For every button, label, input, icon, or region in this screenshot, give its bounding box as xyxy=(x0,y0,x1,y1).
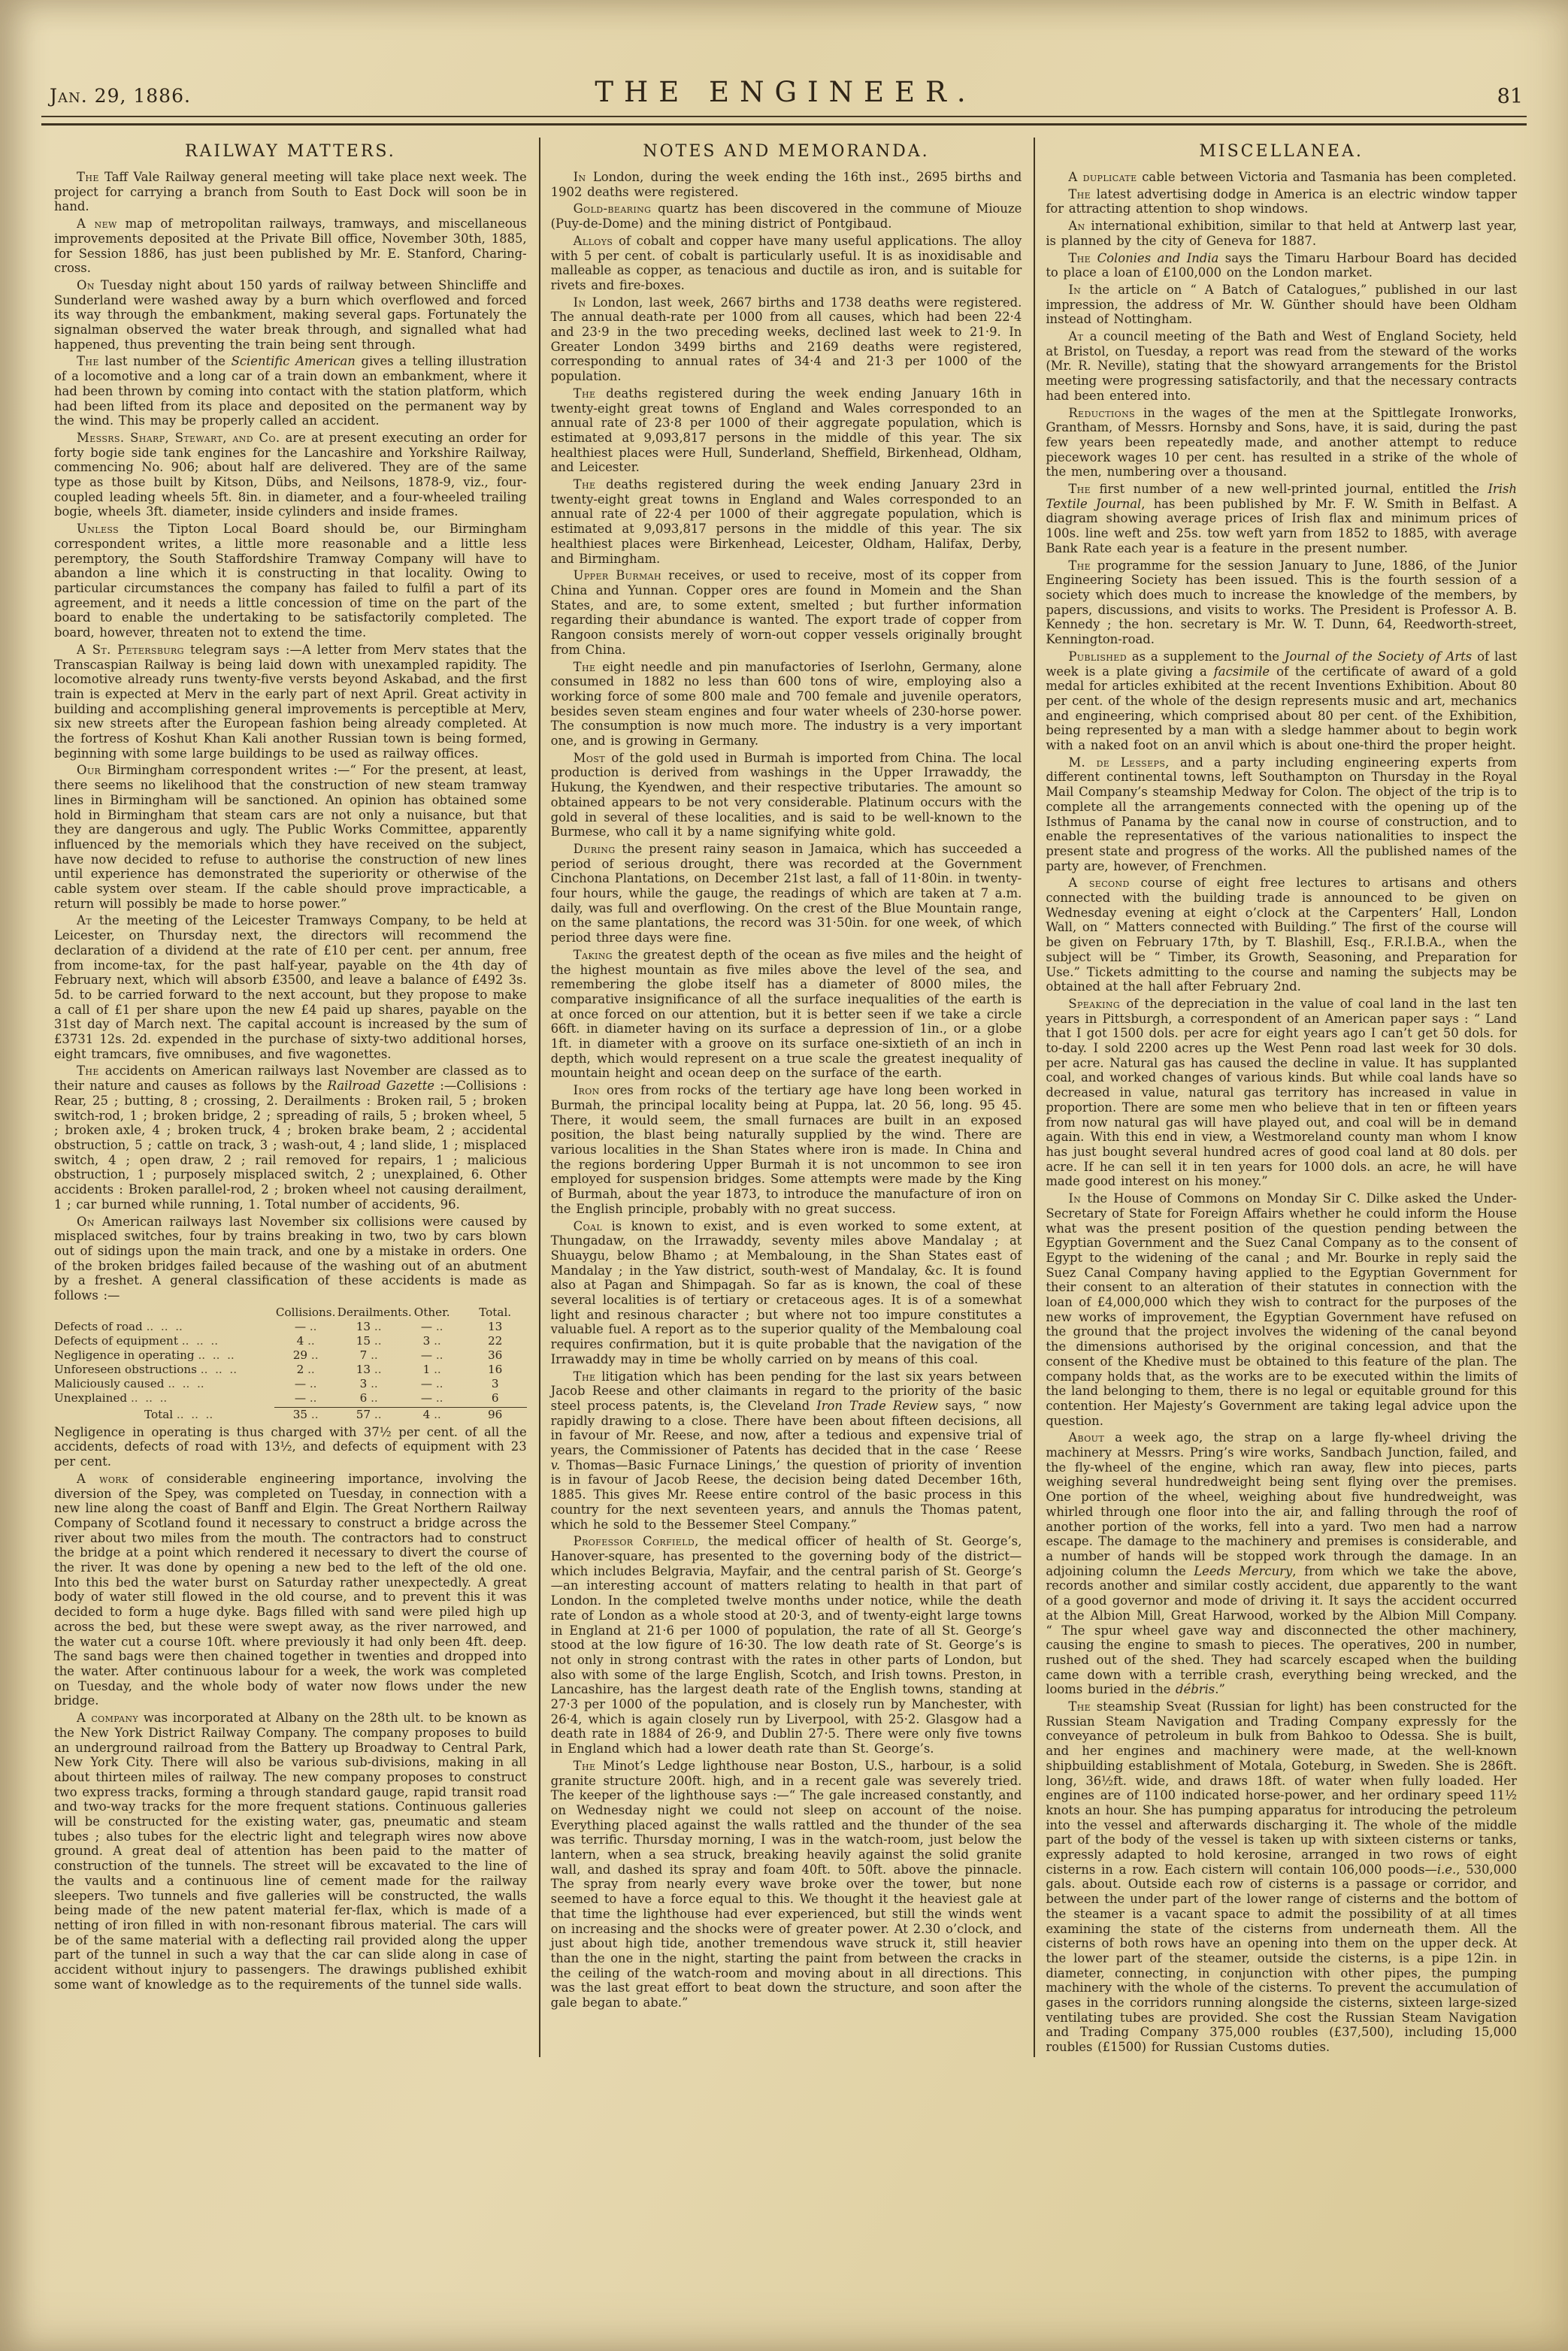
masthead-title: THE ENGINEER. xyxy=(595,76,976,108)
paragraph: At a council meeting of the Bath and West of England Society, held at Bristol, on Tuesday, a report was read from the steward of the works (Mr. R. Neville), stating that the showyard arrangements for the Bristol meeting were progressing satisfactorily, and that the necessary contracts had been entered into. xyxy=(1046,329,1517,403)
table-cell: 2 .. xyxy=(274,1363,338,1377)
table-cell: 4 .. xyxy=(401,1407,464,1422)
table-cell: 6 .. xyxy=(338,1391,401,1405)
paragraph: In the House of Commons on Monday Sir C. Dilke asked the Under-Secretary of State for Foreign Affairs whether he could inform the House what was the present position of the question pending between the Egyptian Government and the Suez Canal Company as to the consent of Egypt to the widening of the canal ; and Mr. Bourke in reply said the Suez Canal Company having applied to the Egyptian Government for their consent to an alteration of their statutes in connection with the loan of £4,000,000 which they wish to contract for the purposes of the new works of improvement, the Egyptian Government have refused on the ground that the project involves the widening of the canal beyond the dimensions authorised by the original concession, and that the consent of the Khedive must be obtained to this feature of the plan. The company holds that, as the works are to be executed within the limits of the land belonging to them, there is no legal or equitable ground for this contention. Her Majesty’s Government are taking legal advice upon the question. xyxy=(1046,1191,1517,1428)
paragraph-lead: In xyxy=(573,170,586,184)
table-cell: — .. xyxy=(401,1348,464,1363)
paragraph: A St. Petersburg telegram says :—A letter from Merv states that the Transcaspian Railway is being laid down with unexampled rapidity. The locomotive already runs twenty-five versts beyond Askabad, and the first train is expected at Merv in the early part of next April. Great activity in building and accomplishing general improvements is perceptible at Merv, six new streets after the European fashion being already completed. At the fortress of Koshut Khan Kali another Russian town is being formed, beginning with some large buildings to be used as railway offices. xyxy=(54,642,527,761)
paragraph-lead: An xyxy=(1068,219,1085,234)
paragraph-lead: Gold-bearing xyxy=(573,201,652,216)
columns-container xyxy=(44,138,1529,2057)
table-cell: Other. xyxy=(413,1305,450,1319)
paragraph-lead: In xyxy=(1068,1191,1082,1206)
paragraph-lead: The xyxy=(573,477,596,492)
paragraph: The Colonies and India says the Timaru Harbour Board has decided to place a loan of £100,000 on the London market. xyxy=(1046,250,1517,280)
paragraph: Our Birmingham correspondent writes :—“ For the present, at least, there seems no likelihood that the construction of new steam tramway lines in Birmingham will be sanctioned. An opinion has obtained some hold in Birmingham that steam cars are not only a nuisance, but that they are dangerous and ugly. The Public Works Committee, apparently influenced by the memorials which they have received on the subject, have now decided to refuse to authorise the construction of new lines until experience has demonstrated the superiority or otherwise of the cable system over steam. If the cable should prove impracticable, a return will possibly be made to horse power.” xyxy=(54,763,527,911)
paragraph: Reductions in the wages of the men at the Spittlegate Ironworks, Grantham, of Messrs. Hornsby and Sons, have, it is said, during the past few years been repeatedly made, and another attempt to reduce piecework wages 10 per cent. has resulted in a strike of the whole of the men, numbering over a thousand. xyxy=(1046,405,1517,480)
table-cell: Derailments. xyxy=(337,1305,412,1319)
masthead xyxy=(47,69,1524,108)
paragraph-lead: Reductions xyxy=(1068,405,1136,420)
paragraph-lead: The xyxy=(1068,558,1091,573)
paragraph: M. de Lesseps, and a party including engineering experts from different continental towns, left Southampton on Thursday in the Royal Mail Company’s steamship Medway for Colon. The object of the trip is to complete all the arrangements connected with the opening up of the Isthmus of Panama by the canal now in course of construction, and to enable the representatives of the various nationalities to inspect the present state and progress of the works. All the published names of the party are, however, of Frenchmen. xyxy=(1046,755,1517,873)
paragraph: Speaking of the depreciation in the value of coal land in the last ten years in Pittsburgh, a correspondent of an American paper says : “ Land that I got 1500 dols. per acre for eight years ago I can’t get 50 dols. for to-day. I sold 2200 acres up the West Penn road last week for 30 dols. per acre. Natural gas has caused the decline in value. It has supplanted coal, and worked changes of various kinds. But while coal lands have so decreased in value, natural gas territory has increased in value in proportion. There are some men who believe that in ten or fifteen years from now natural gas will have played out, and coal will be in demand again. With this end in view, a Westmoreland county man whom I know has just bought several hundred acres of good coal land at 80 dols. per acre. If he can sell it in ten years for 1000 dols. an acre, he will have made good interest on his money.” xyxy=(1046,996,1517,1189)
paragraph: Taking the greatest depth of the ocean as five miles and the height of the highest mountain as five miles above the level of the sea, and remembering the globe itself has a diameter of 8000 miles, the comparative insignificance of all the surface inequalities of the earth is at once forced on our attention, but it is better seen if we take a circle 66ft. in diameter having on its surface a depression of 1in., or a globe 1ft. in diameter with a groove on its surface one-sixtieth of an inch in depth, which would represent on a true scale the greatest inequality of mountain height and ocean deep on the surface of the earth. xyxy=(550,947,1022,1081)
table-row xyxy=(54,1377,527,1391)
paragraph-lead: The xyxy=(573,659,596,674)
paragraph-lead: The xyxy=(77,354,99,369)
paragraph: During the present rainy season in Jamaica, which has succeeded a period of serious drought, there was recorded at the Government Cinchona Plantations, on December 21st last, a fall of 11·80in. in twenty-four hours, while the gauge, the readings of which are taken at 7 a.m. daily, was full and overflowing. On the crest of the Blue Mountain range, on the same plantations, the record was 31·50in. for one week, of which period three days were fine. xyxy=(550,841,1022,946)
section-heading: RAILWAY MATTERS. xyxy=(184,142,396,161)
table-cell: — .. xyxy=(401,1320,464,1334)
column-miscellanea xyxy=(1034,138,1529,2057)
table-cell: — .. xyxy=(274,1320,338,1334)
column-body xyxy=(1046,170,1517,2055)
paragraph-lead: The xyxy=(77,1064,99,1079)
table-cell: Total. xyxy=(479,1305,512,1319)
paragraph: The deaths registered during the week ending January 16th in twenty-eight great towns of England and Wales corresponded to an annual rate of 23·8 per 1000 of their aggregate population, which is estimated at 9,093,817 persons in the middle of this year. The six healthiest places were Hull, Sunderland, Sheffield, Birkenhead, Oldham, and Leicester. xyxy=(550,386,1022,475)
paragraph: The first number of a new well-printed journal, entitled the Irish Textile Journal, has been published by Mr. F. W. Smith in Belfast. A diagram showing average prices of Irish flax and minimum prices of 100s. line weft and 25s. tow weft yarn from 1852 to 1885, with average Bank Rate each year is a feature in the present number. xyxy=(1046,482,1517,555)
table-row-label: Negligence in operating .. . xyxy=(54,1348,274,1363)
table-cell: 3 .. xyxy=(338,1377,401,1391)
paragraph: A company was incorporated at Albany on the 28th ult. to be known as the New York District Railway Company. The company proposes to build an underground railroad from the Battery up Broadway to Central Park, New York City. There will also be various sub-divisions, making in all about thirteen miles of railway. The new company proposes to construct two express tracks, forming a through standard gauge, rapid transit road and two-way tracks for the more frequent stations. Continuous galleries will be constructed for the existing water, gas, pneumatic and steam tubes ; also tubes for the electric light and telegraph wires now above ground. A great deal of attention has been paid to the matter of construction of the tunnels. The street will be excavated to the line of the vaults and a continuous line of cement made for the railway sleepers. Two tunnels and five galleries will be constructed, the walls being made of the new patent material fer-flax, which is made of a netting of iron filled in with non-resonant fibrous material. The cars will be of the same material with a deflecting rail provided along the upper part of the tunnel in such a way that the car can slide along in case of accident without injury to passengers. The drawings published exhibit some want of knowledge as to the requirements of the tunnel side walls. xyxy=(54,1711,527,1992)
paragraph: In the article on “ A Batch of Catalogues,” published in our last impression, the address of Mr. W. Günther should have been Oldham instead of Nottingham. xyxy=(1046,282,1517,327)
table-cell: 96 xyxy=(464,1407,527,1422)
paragraph: At the meeting of the Leicester Tramways Company, to be held at Leicester, on Thursday next, the directors will recommend the declaration of a dividend at the rate of £10 per cent. per annum, free from income-tax, for the past half-year, payable on the 4th day of February next, which will absorb £3500, and leave a balance of £492 3s. 5d. to be carried forward to the next account, but they propose to make a call of £1 per share upon the new £4 paid up shares, payable on the 31st day of March next. The capital account is increased by the sum of £3731 12s. 2d. expended in the purchase of sixty-two additional horses, eight tramcars, five omnibuses, and five wagonettes. xyxy=(54,913,527,1061)
table-cell: 57 .. xyxy=(338,1407,401,1422)
paragraph-lead: On xyxy=(77,277,95,292)
paragraph-lead: Speaking xyxy=(1068,996,1121,1011)
paragraph-lead: Coal xyxy=(573,1218,603,1233)
table-cell: 13 .. xyxy=(338,1363,401,1377)
table-row xyxy=(54,1363,527,1377)
paragraph-lead: The xyxy=(1068,482,1091,497)
column-body xyxy=(54,170,527,1992)
table-row-label: Unexplained .. . xyxy=(54,1391,274,1405)
paragraph: The deaths registered during the week ending January 23rd in twenty-eight great towns in England and Wales corresponded to an annual rate of 22·4 per 1000 of their aggregate population, which is estimated at 9,093,817 persons in the middle of this year. The six healthiest places were Birkenhead, Leicester, Oldham, Halifax, Derby, and Birmingham. xyxy=(550,477,1022,566)
paragraph-lead: Alloys xyxy=(573,233,613,248)
table-cell: Collisions. xyxy=(275,1305,336,1319)
paragraph: On Tuesday night about 150 yards of railway between Shincliffe and Sunderland were washed away by a burn which overflowed and forced its way through the embankment, making several gaps. Fortunately the signalman observed the water break through, and signalled what had happened, thus preventing the train being sent through. xyxy=(54,277,527,352)
table-cell: 36 xyxy=(487,1348,503,1362)
paragraph-lead: At xyxy=(1068,329,1084,344)
paragraph: The litigation which has been pending for the last six years between Jacob Reese and other claimants in regard to the priority of the basic steel process patents, is, the Cleveland Iron Trade Review says, “ now rapidly drawing to a close. There have been about fifteen decisions, all in favour of Mr. Reese, and now, after a tedious and expensive trial of years, the Commissioner of Patents has decided that in the case ‘ Reese v. Thomas—Basic Furnace Linings,’ the question of priority of invention is in favour of Jacob Reese, the decision being dated December 16th, 1885. This gives Mr. Reese entire control of the basic process in this country for the next seventeen years, and annuls the Thomas patent, which he sold to the Bessemer Steel Company.” xyxy=(550,1369,1022,1532)
section-heading: MISCELLANEA. xyxy=(1199,142,1364,161)
column-railway-matters xyxy=(44,138,539,2057)
paragraph-lead: A duplicate xyxy=(1068,170,1137,184)
table-cell: 35 .. xyxy=(274,1407,338,1422)
table-cell: 22 xyxy=(487,1333,503,1348)
table-cell: 13 xyxy=(487,1319,503,1333)
paragraph-lead: In xyxy=(1068,282,1082,297)
paragraph: The eight needle and pin manufactories of Iserlohn, Germany, alone consumed in 1882 no less than 600 tons of wire, employing also a working force of some 800 male and 700 female and juvenile operators, besides seven steam engines and four water wheels of 230-horse power. The consumption is now much more. The industry is a very important one, and is growing in Germany. xyxy=(550,659,1022,749)
paragraph-lead: The xyxy=(77,170,99,184)
paragraph: Coal is known to exist, and is even worked to some extent, at Thungadaw, on the Irrawaddy, seventy miles above Mandalay ; at Shuaygu, below Bhamo ; at Membaloung, in the Shan States east of Mandalay ; in the Yaw district, south-west of Mandalay, &c. It is found also at Pagan and Shimpagah. So far as is known, the coal of these several localities is of tertiary or cretaceous ages. It is of a somewhat light and resinous character ; but where not too impure constitutes a valuable fuel. A report as to the superior quality of the Membaloung coal requires confirmation, but it is quite probable that the navigation of the Irrawaddy may in time be wholly carried on by means of this coal. xyxy=(550,1218,1022,1366)
table-cell: 6 xyxy=(491,1390,499,1405)
table-cell: 29 .. xyxy=(274,1348,338,1363)
paragraph: The steamship Sveat (Russian for light) has been constructed for the Russian Steam Navigation and Trading Company expressly for the conveyance of petroleum in bulk from Bahkoo to Odessa. She is built, and her engines and machinery were made, at the well-known shipbuilding establishment of Motala, Goteburg, in Sweden. She is 286ft. long, 36½ft. wide, and draws 18ft. of water when fully loaded. Her engines are of 1100 indicated horse-power, and her ordinary speed 11½ knots an hour. She has pumping apparatus for introducing the petroleum into the vessel and afterwards discharging it. The whole of the middle part of the body of the vessel is taken up with sixteen cisterns or tanks, expressly adapted to hold kerosine, arranged in two rows of eight cisterns in a row. Each cistern will contain 106,000 poods—i.e., 530,000 gals. about. Outside each row of cisterns is a passage or corridor, and between the under part of the lower range of cisterns and the bottom of the steamer is a vacant space to admit the possibility of at all times examining the state of the cisterns from underneath them. All the cisterns of both rows have an opening into them on the upper deck. At the lower part of the steamer, outside the cisterns, is a pipe 12in. in diameter, connecting, in conjunction with other pipes, the pumping machinery with the whole of the cisterns. To prevent the accumulation of gases in the corridors running alongside the cisterns, sixteen large-sized ventilating tubes are provided. She cost the Russian Steam Navigation and Trading Company 375,000 roubles (£37,500), including 15,000 roubles (£1500) for Russian Customs duties. xyxy=(1046,1699,1517,2055)
table-cell: 4 .. xyxy=(274,1334,338,1348)
table-cell: 7 .. xyxy=(338,1348,401,1363)
paragraph-lead: The xyxy=(1068,186,1091,201)
paragraph: A duplicate cable between Victoria and Tasmania has been completed. xyxy=(1068,170,1517,184)
masthead-double-rule xyxy=(41,116,1527,126)
section-heading: NOTES AND MEMORANDA. xyxy=(643,142,930,161)
paragraph: On American railways last November six collisions were caused by misplaced switches, four by trains breaking in two, two by cars blown out of sidings upon the main track, and one by a mistake in orders. One of the broken bridges failed because of the washing out of an abutment by a freshet. A general classification of these accidents is made as follows :— xyxy=(54,1214,527,1303)
paragraph: Unless the Tipton Local Board should be, our Birmingham correspondent writes, a little more reasonable and a little less peremptory, the South Staffordshire Tramway Company will have to abandon a line which it is constructing in that locality. Owing to particular circumstances the company has failed to fulfil a part of its agreement, and it needs a little concession of time on the part of the board to enable the undertaking to be satisfactorily completed. The board, however, threaten not to extend the time. xyxy=(54,522,527,640)
paragraph-lead: The xyxy=(573,386,596,401)
paragraph-lead: At xyxy=(77,913,92,928)
paragraph: Professor Corfield, the medical officer of health of St. George’s, Hanover-square, has presented to the governing body of the district—which includes Belgravia, Mayfair, and the central parish of St. George’s—an interesting account of matters relating to health in that part of London. In the completed twelve months under notice, while the death rate of London as a whole stood at 20·3, and of twenty-eight large towns in England at 21·6 per 1000 of population, the rate of all St. George’s stood at the low figure of 16·30. The low death rate of St. George’s is not only in strong contrast with the rates in other parts of London, but also with some of the large English, Scotch, and Irish towns. Preston, in Lancashire, has the largest death rate of the English towns, standing at 27·3 per 1000 of the population, and is closely run by Manchester, with 26·4, which is again closely run by Liverpool, with 25·2. Glasgow had a death rate in 1884 of 26·9, and Dublin 27·5. There were only five towns in England which had a lower death rate than St. George’s. xyxy=(550,1534,1022,1756)
masthead-page-number: 81 xyxy=(1497,85,1523,108)
paragraph-lead: Messrs. Sharp, Stewart, and Co. xyxy=(77,430,280,445)
table-cell: 3 xyxy=(491,1376,499,1390)
paragraph-lead: Professor Corfield, xyxy=(573,1534,699,1549)
table-row-label: Unforeseen obstructions .. . xyxy=(54,1363,274,1377)
table-row-label: Total .. . xyxy=(54,1408,274,1422)
paragraph: The programme for the session January to June, 1886, of the Junior Engineering Society has been issued. This is the fourth session of a society which does much to increase the knowledge of the members, by papers, discussions, and visits to works. The President is Professor A. B. Kennedy ; the hon. secretary is Mr. W. T. Dunn, 64, Reedworth-street, Kennington-road. xyxy=(1046,558,1517,647)
paragraph-lead: Most xyxy=(573,750,605,765)
paragraph-lead: A company xyxy=(77,1711,139,1726)
table-row xyxy=(54,1391,527,1405)
table-row xyxy=(54,1348,527,1363)
paragraph-lead: Unless xyxy=(77,522,120,537)
paragraph-lead: The xyxy=(1068,250,1091,265)
column-body xyxy=(551,170,1022,2011)
paragraph-lead: In xyxy=(573,295,586,310)
accident-classification-table xyxy=(54,1306,527,1422)
paragraph-lead: On xyxy=(77,1214,95,1229)
paragraph: The last number of the Scientific American gives a telling illustration of a locomotive and a long car of a train down an embankment, where it had been thrown by coming into contact with the station platform, which had been lifted from its place and deposited on the permanent way by the wind. This may be properly called an accident. xyxy=(54,354,527,428)
table-cell: 1 .. xyxy=(401,1363,464,1377)
table-cell: — .. xyxy=(401,1377,464,1391)
table-row-label: Maliciously caused .. . xyxy=(54,1377,274,1391)
paragraph-lead: The xyxy=(573,1369,596,1384)
paragraph: Alloys of cobalt and copper have many useful applications. The alloy with 5 per cent. of cobalt is particularly useful. It is as inoxidisable and malleable as copper, as tenacious and ductile as iron, and is suitable for rivets and fire-boxes. xyxy=(550,233,1022,292)
paragraph: Messrs. Sharp, Stewart, and Co. are at present executing an order for forty bogie side tank engines for the Lancashire and Yorkshire Railway, commencing No. 906; about half are delivered. They are of the same type as those built by Kitson, Dübs, and Neilsons, 1878-9, viz., four-coupled leading wheels 5ft. 8in. in diameter, and a four-wheeled trailing bogie, wheels 3ft. diameter, inside cylinders and inside frames. xyxy=(54,430,527,519)
paragraph-lead: The xyxy=(573,1758,596,1773)
paragraph-lead: A St. Petersburg xyxy=(77,642,184,657)
paragraph-lead: A second xyxy=(1068,876,1130,891)
table-cell: 15 .. xyxy=(338,1334,401,1348)
paragraph-lead: Taking xyxy=(573,947,613,962)
paragraph: Most of the gold used in Burmah is imported from China. The local production is derived from washings in the Upper Irrawaddy, the Hukung, the Kyendwen, and their respective tributaries. The amount so obtained appears to be not very considerable. Platinum occurs with the gold in several of these localities, and is said to be well-known to the Burmese, who call it by a name signifying white gold. xyxy=(550,750,1022,840)
paragraph-lead: A work xyxy=(77,1471,129,1486)
table-cell: — .. xyxy=(274,1391,338,1405)
paragraph-lead: During xyxy=(573,841,616,856)
table-row xyxy=(54,1407,527,1422)
table-cell: — .. xyxy=(274,1377,338,1391)
table-cell: 13 .. xyxy=(338,1320,401,1334)
table-cell: 3 .. xyxy=(401,1334,464,1348)
paragraph-lead: The xyxy=(1068,1699,1091,1714)
paragraph: In London, last week, 2667 births and 1738 deaths were registered. The annual death-rate per 1000 from all causes, which had been 22·4 and 23·9 in the two preceding weeks, declined last week to 21·9. In Greater London 3499 births and 2169 deaths were registered, corresponding to annual rates of 34·4 and 21·3 per 1000 of the population. xyxy=(550,295,1022,384)
table-row xyxy=(54,1320,527,1334)
paragraph: About a week ago, the strap on a large fly-wheel driving the machinery at Messrs. Pring’s wire works, Sandbach Junction, failed, and the fly-wheel of the engine, which ran away, flew into pieces, parts weighing several hundredweight being sent flying over the premises. One portion of the wheel, weighing about five hundredweight, was whirled through one floor into the air, and falling through the roof of another portion of the works, fell into a yard. Two men had a narrow escape. The damage to the machinery and premises is considerable, and a number of hands will be stopped work through the damage. In an adjoining column the Leeds Mercury, from which we take the above, records another and similar costly accident, due apparently to the want of a good governor and mode of driving it. It says the accident occurred at the Albion Mill, Great Harwood, worked by the Albion Mill Company. “ The spur wheel gave way and disconnected the other machinery, causing the engine to smash to pieces. The operatives, 200 in number, rushed out of the shed. They had scarcely escaped when the building came down with a terrible crash, everything being wrecked, and the looms buried in the débris.” xyxy=(1046,1430,1517,1697)
table-row-label: Defects of equipment .. . xyxy=(54,1334,274,1348)
paragraph: Upper Burmah receives, or used to receive, most of its copper from China and Yunnan. Copper ores are found in Momein and the Shan States, and are, to some extent, smelted ; but further information regarding their abundance is wanted. The export trade of copper from Rangoon consists merely of worn-out copper vessels originally brought from China. xyxy=(550,568,1022,657)
paragraph: Published as a supplement to the Journal of the Society of Arts of last week is a plate giving a facsimile of the certificate of award of a gold medal for articles exhibited at the recent Inventions Exhibition. About 80 per cent. of the whole of the design represents music and art, mechanics and engineering, which comprised about 80 per cent. of the Exhibition, being represented by a man with a sledge hammer about to begin work with a naked foot on an anvil which is about one-third the proper height. xyxy=(1046,649,1517,753)
paragraph: Gold-bearing quartz has been discovered in the commune of Miouze (Puy-de-Dome) and the mining district of Pontgibaud. xyxy=(550,201,1022,231)
paragraph-lead: Upper Burmah xyxy=(573,568,662,583)
paragraph: The Taff Vale Railway general meeting will take place next week. The project for carrying a branch from South to East Dock will soon be in hand. xyxy=(54,170,527,214)
column-notes-and-memoranda xyxy=(539,138,1034,2057)
paragraph: A new map of metropolitan railways, tramways, and miscellaneous improvements deposited at the Private Bill office, November 30th, 1885, for Session 1886, has just been published by Mr. E. Stanford, Charing-cross. xyxy=(54,216,527,276)
table-row xyxy=(54,1306,527,1320)
paragraph: In London, during the week ending the 16th inst., 2695 births and 1902 deaths were registered. xyxy=(550,170,1022,199)
paragraph: Negligence in operating is thus charged with 37½ per cent. of all the accidents, defects of road with 13½, and defects of equipment with 23 per cent. xyxy=(54,1424,527,1469)
paragraph-lead: Iron xyxy=(573,1083,600,1098)
table-row xyxy=(54,1334,527,1348)
paragraph-lead: Our xyxy=(77,763,101,778)
table-cell: 16 xyxy=(487,1362,503,1376)
paragraph: The Minot’s Ledge lighthouse near Boston, U.S., harbour, is a solid granite structure 200ft. high, and in a recent gale was severely tried. The keeper of the lighthouse says :—“ The gale increased constantly, and on Wednesday night we could not sleep on account of the noise. Everything placed against the walls rattled and the thunder of the sea was terrific. Thursday morning, I was in the watch-room, just below the lantern, when a sea struck, breaking heavily against the solid granite wall, and dashed its spray and foam 40ft. to 50ft. above the pinnacle. The spray from nearly every wave broke over the tower, but none seemed to have a force equal to this. We thought it the heaviest gale at that time the lighthouse had ever experienced, but still the winds went on increasing and the shocks were of greater power. At 2.30 o’clock, and just about high tide, another tremendous wave struck it, still heavier than the one in the night, starting the paint from between the cracks in the ceiling of the watch-room and moving about in all directions. This was the last great effort to beat down the structure, and soon after the gale began to abate.” xyxy=(550,1758,1022,2011)
paragraph: A work of considerable engineering importance, involving the diversion of the Spey, was completed on Tuesday, in connection with a new line along the coast of Banff and Elgin. The Great Northern Railway Company of Scotland found it necessary to construct a bridge across the river about two miles from the mouth. The contractors had to construct the bridge at a point which rendered it necessary to divert the course of the river. It was done by opening a new bed to the left of the old one. Into this bed the water burst on Saturday rather unexpectedly. A great body of water still flowed in the old course, and to prevent this it was decided to form a huge dyke. Bags filled with sand were piled high up across the bed, but these were swept away, as the river narrowed, and the water cut a course 10ft. where previously it had only been 4ft. deep. The sand bags were then chained together in twenties and dropped into the water. After continuous labour for a week, the work was completed on Tuesday, and the whole body of water now flows under the new bridge. xyxy=(54,1471,527,1708)
paragraph: The accidents on American railways last November are classed as to their nature and causes as follows by the Railroad Gazette :—Collisions : Rear, 25 ; butting, 8 ; crossing, 2. Derailments : Broken rail, 5 ; broken switch-rod, 1 ; broken bridge, 2 ; spreading of rails, 5 ; broken wheel, 5 ; broken axle, 4 ; broken truck, 4 ; broken brake beam, 2 ; accidental obstruction, 5 ; cattle on track, 3 ; wash-out, 4 ; land slide, 1 ; misplaced switch, 4 ; open draw, 2 ; rail removed for repairs, 1 ; malicious obstruction, 1 ; purposely misplaced switch, 2 ; unexplained, 6. Other accidents : Broken parallel-rod, 2 ; broken wheel not causing derailment, 1 ; car burned while running, 1. Total number of accidents, 96. xyxy=(54,1064,527,1212)
paragraph: Iron ores from rocks of the tertiary age have long been worked in Burmah, the principal locality being at Puppa, lat. 20 56, long. 95 45. There, it would seem, the small furnaces are built in an exposed position, the blast being naturally supplied by the wind. There are various localities in the Shan States where iron is made. In China and the regions bordering Upper Burmah it is not uncommon to see iron employed for suspension bridges. Some attempts were made by the King of Burmah, about the year 1873, to introduce the manufacture of iron on the English principle, probably with no great success. xyxy=(550,1083,1022,1216)
paragraph: An international exhibition, similar to that held at Antwerp last year, is planned by the city of Geneva for 1887. xyxy=(1046,219,1517,248)
paragraph: A second course of eight free lectures to artisans and others connected with the building trade is announced to be given on Wednesday evening at eight o’clock at the Carpenters’ Hall, London Wall, on “ Matters connected with Building.” The first of the course will be given on February 17th, by T. Blashill, Esq., F.R.I.B.A., when the subject will be “ Timber, its Growth, Seasoning, and Preparation for Use.” Tickets admitting to the course and naming the subjects may be obtained at the hall after February 2nd. xyxy=(1046,876,1517,994)
paragraph-lead: A new xyxy=(77,216,117,231)
paragraph-lead: Published xyxy=(1068,649,1127,664)
paragraph: The latest advertising dodge in America is an electric window tapper for attracting attention to shop windows. xyxy=(1046,186,1517,216)
paragraph-lead: M. de Lesseps, xyxy=(1068,755,1170,770)
table-row-label: Defects of road .. . xyxy=(54,1320,274,1334)
paragraph-lead: About xyxy=(1068,1430,1105,1445)
table-cell: — .. xyxy=(401,1391,464,1405)
masthead-date: Jan. 29, 1886. xyxy=(50,85,191,107)
